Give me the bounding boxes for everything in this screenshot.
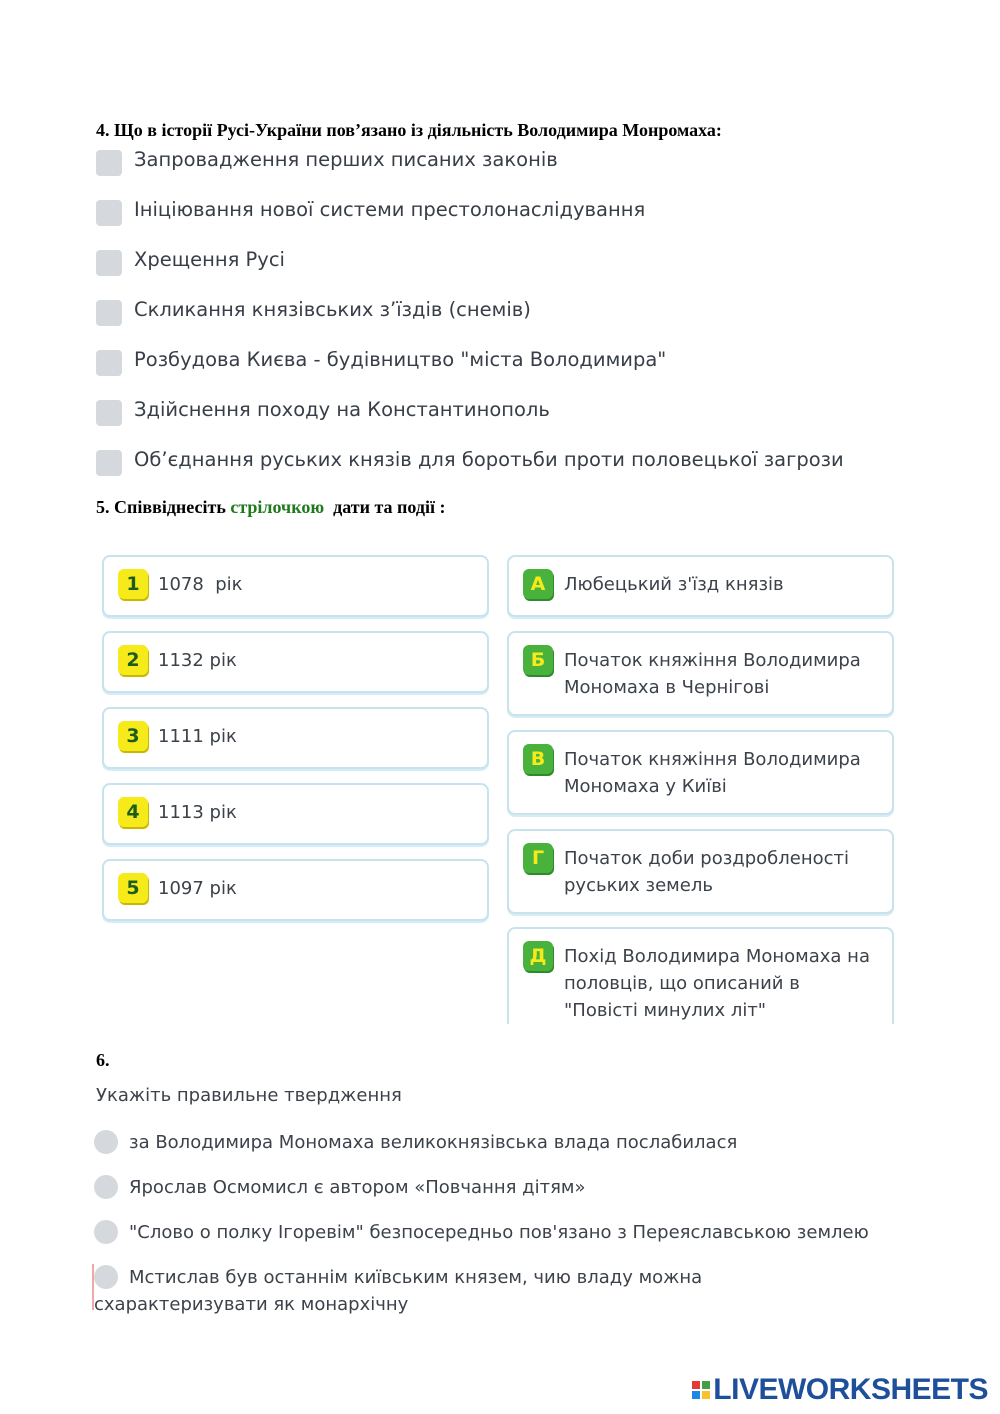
- checkbox[interactable]: [96, 450, 122, 476]
- letter-badge: Г: [523, 843, 553, 873]
- checkbox[interactable]: [96, 300, 122, 326]
- radio-label: "Слово о полку Ігоревім" безпосередньо пов'язано з Переяславською землею: [129, 1222, 869, 1243]
- match-event-card[interactable]: [507, 730, 894, 815]
- match-event-text: Початок княжіння Володимира Мономаха у Київі: [564, 749, 861, 797]
- match-date-card[interactable]: [102, 859, 489, 921]
- match-date-text: 1113 рік: [158, 802, 237, 823]
- letter-badge: Д: [523, 941, 553, 971]
- question-6-instruction: Укажіть правильне твердження: [96, 1085, 402, 1106]
- question-5-title-prefix: 5. Співвіднесіть: [96, 497, 231, 517]
- letter-badge: В: [523, 744, 553, 774]
- question-4-title: 4. Що в історії Русі-України пов’язано із діяльність Володимира Монромаха:: [96, 120, 722, 140]
- match-event-text: Початок княжіння Володимира Мономаха в Чернігові: [564, 650, 861, 698]
- checkbox[interactable]: [96, 250, 122, 276]
- letter-badge: Б: [523, 645, 553, 675]
- checkbox[interactable]: [96, 400, 122, 426]
- number-badge: 1: [118, 569, 148, 599]
- match-date-card[interactable]: [102, 783, 489, 845]
- match-date-text: 1097 рік: [158, 878, 237, 899]
- checkbox-label: Скликання князівських з’їздів (снемів): [134, 298, 531, 321]
- liveworksheets-logo: [692, 1372, 988, 1408]
- letter-badge: А: [523, 569, 553, 599]
- match-event-card[interactable]: [507, 829, 894, 914]
- match-event-card[interactable]: [507, 555, 894, 617]
- match-date-text: 1132 рік: [158, 650, 237, 671]
- checkbox-label: Розбудова Києва - будівництво "міста Володимира": [134, 348, 667, 371]
- checkbox-label: Здійснення походу на Константинополь: [134, 398, 550, 421]
- match-date-card[interactable]: [102, 555, 489, 617]
- radio-button[interactable]: [94, 1220, 118, 1244]
- radio-button[interactable]: [94, 1175, 118, 1199]
- match-date-card[interactable]: [102, 707, 489, 769]
- checkbox-label: Ініціювання нової системи престолонаслідування: [134, 198, 646, 221]
- question-6-number: 6.: [96, 1050, 110, 1070]
- radio-label: Мстислав був останнім київським князем, чию владу можна схарактеризувати як монархічну: [94, 1267, 703, 1315]
- question-5-title-highlight: стрілочкою: [230, 497, 325, 517]
- text-cursor-mark: [92, 1264, 94, 1310]
- logo-text: LIVEWORKSHEETS: [713, 1373, 988, 1406]
- question-5-title-suffix: дати та події :: [324, 497, 446, 517]
- match-event-text: Любецький з'їзд князів: [564, 574, 784, 595]
- number-badge: 2: [118, 645, 148, 675]
- checkbox-label: Запровадження перших писаних законів: [134, 148, 558, 171]
- match-date-text: 1111 рік: [158, 726, 237, 747]
- radio-button[interactable]: [94, 1130, 118, 1154]
- radio-label: за Володимира Мономаха великокнязівська влада послабилася: [129, 1132, 738, 1153]
- number-badge: 3: [118, 721, 148, 751]
- image-crop-edge: [500, 1024, 900, 1044]
- checkbox[interactable]: [96, 200, 122, 226]
- match-date-text: 1078 рік: [158, 574, 243, 595]
- match-event-text: Похід Володимира Мономаха на половців, що описаний в "Повісті минулих літ": [564, 946, 870, 1021]
- logo-grid-icon: [692, 1381, 710, 1399]
- match-event-text: Початок доби роздробленості руських земель: [564, 848, 850, 896]
- checkbox[interactable]: [96, 350, 122, 376]
- question-5-title: [96, 497, 445, 518]
- number-badge: 4: [118, 797, 148, 827]
- match-event-card[interactable]: [507, 631, 894, 716]
- checkbox-label: Об’єднання руських князів для боротьби проти половецької загрози: [134, 448, 844, 471]
- checkbox-label: Хрещення Русі: [134, 248, 285, 271]
- match-date-card[interactable]: [102, 631, 489, 693]
- number-badge: 5: [118, 873, 148, 903]
- radio-label: Ярослав Осмомисл є автором «Повчання дітям»: [129, 1177, 586, 1198]
- checkbox[interactable]: [96, 150, 122, 176]
